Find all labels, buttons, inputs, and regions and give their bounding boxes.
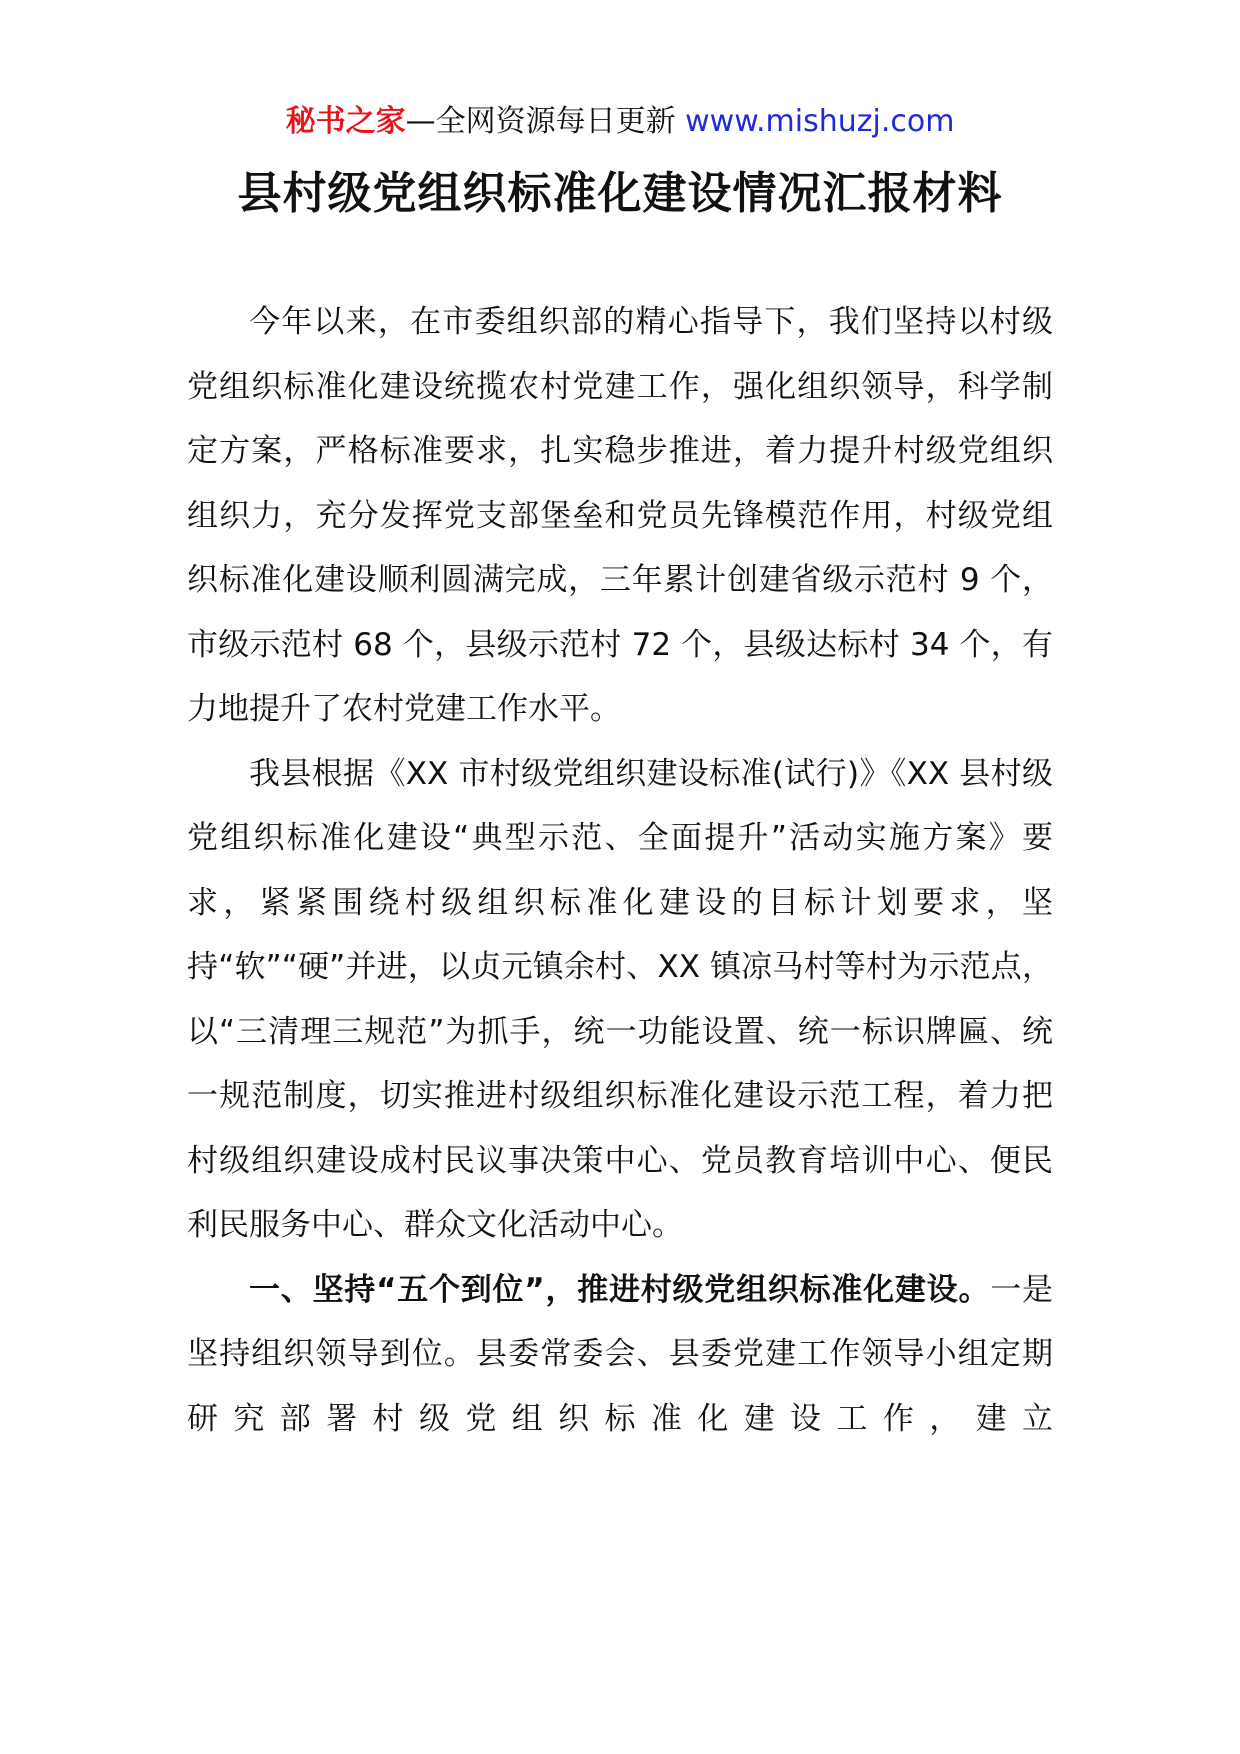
- site-url-link[interactable]: www.mishuzj.com: [685, 104, 955, 139]
- paragraph-basis: 我县根据《XX 市村级党组织建设标准(试行)》《XX 县村级党组织标准化建设“典型示范、全面提升”活动实施方案》要求，紧紧围绕村级组织标准化建设的目标计划要求，坚持“软”“硬”并进，以贞元镇余村、XX 镇凉马村等村为示范点，以“三清理三规范”为抓手，统一功能设置、统一标识牌匾、统一规范制度，切实推进村级组织标准化建设示范工程，着力把村级组织建设成村民议事决策中心、党员教育培训中心、便民利民服务中心、群众文化活动中心。: [187, 755, 1053, 1243]
- document-body: [187, 290, 1053, 1451]
- section-1-text: 一是坚持组织领导到位。县委常委会、县委党建工作领导小组定期研究部署村级党组织标准化建设工作，建立: [187, 1271, 1054, 1437]
- section-1-heading: 一、坚持“五个到位”，推进村级党组织标准化建设。: [249, 1271, 991, 1308]
- paragraph-intro: 今年以来，在市委组织部的精心指导下，我们坚持以村级党组织标准化建设统揽农村党建工作，强化组织领导，科学制定方案，严格标准要求，扎实稳步推进，着力提升村级党组织组织力，充分发挥党支部堡垒和党员先锋模范作用，村级党组织标准化建设顺利圆满完成，三年累计创建省级示范村 9 个，市级示范村 68 个，县级示范村 72 个，县级达标村 34 个，有力地提升了农村党建工作水平。: [187, 304, 1053, 727]
- paragraph-section-1: [187, 1258, 1053, 1452]
- brand-name: 秘书之家: [285, 104, 406, 139]
- document-title: 县村级党组织标准化建设情况汇报材料: [237, 168, 1003, 219]
- site-tagline: —全网资源每日更新: [405, 104, 686, 139]
- site-header: [0, 100, 1240, 144]
